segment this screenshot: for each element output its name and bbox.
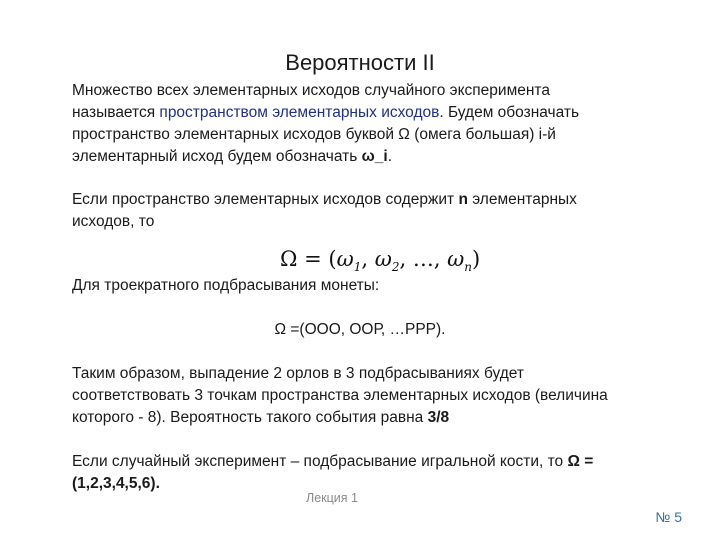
coin-toss-paragraph: Для троекратного подбрасывания монеты:	[72, 277, 380, 294]
omega-i-notation: ω_i	[361, 148, 388, 165]
formula-close: )	[472, 247, 481, 271]
coin-omega-set: Ω =(ООО, ООР, …РРР).	[274, 321, 446, 338]
formula-w2: ω	[374, 247, 392, 271]
formula-omega: Ω	[280, 247, 298, 271]
formula-sub-1: 1	[353, 260, 362, 275]
formula-comma-2: ,	[399, 247, 413, 271]
definition-text-a: Множество всех элементарных исходов случайного эксперимента называется	[72, 82, 550, 121]
page-number: № 5	[655, 509, 682, 525]
formula-dots: …,	[412, 247, 448, 271]
formula-w1: ω	[336, 247, 354, 271]
slide-title: Вероятности II	[285, 50, 435, 75]
formula-eq: = (	[297, 247, 337, 271]
n-outcomes-text-b: элементарных исходов, то	[72, 191, 577, 230]
definition-paragraph	[72, 80, 632, 168]
footer-lecture: Лекция 1	[306, 491, 358, 505]
definition-term: пространством элементарных исходов	[159, 104, 440, 121]
definition-text-c: .	[387, 148, 392, 165]
probability-result: 3/8	[427, 409, 450, 426]
n-outcomes-text-a: Если пространство элементарных исходов содержит	[72, 191, 459, 208]
probability-paragraph	[72, 363, 632, 429]
formula-wn: ω	[447, 247, 465, 271]
probability-text: Таким образом, выпадение 2 орлов в 3 подбрасываниях будет соответствовать 3 точкам пространства элементарных исходов (величина которого - 8). Вероятность такого события равна	[72, 365, 608, 426]
dice-text: Если случайный эксперимент – подбрасывание игральной кости, то	[72, 453, 568, 470]
dice-omega-set: Ω =(1,2,3,4,5,6).	[72, 453, 594, 492]
dice-paragraph	[72, 451, 632, 495]
definition-text-b: . Будем обозначать пространство элементарных исходов буквой Ω (омега большая) i-й элементарный исход будем обозначать	[72, 104, 580, 165]
n-outcomes-paragraph	[72, 189, 632, 233]
formula-sub-2: 2	[391, 260, 400, 275]
formula-comma-1: ,	[361, 247, 375, 271]
n-variable: n	[458, 191, 468, 208]
formula-sub-n: n	[464, 260, 473, 275]
omega-formula	[280, 247, 480, 274]
